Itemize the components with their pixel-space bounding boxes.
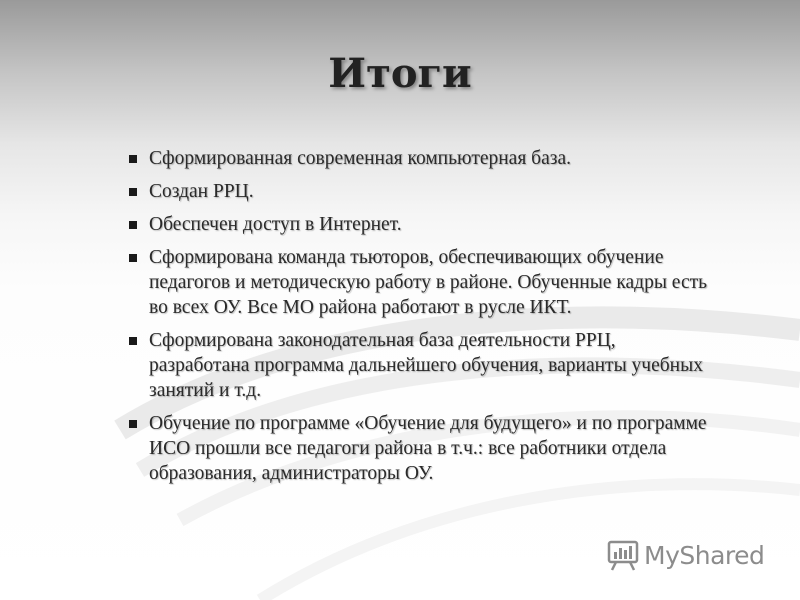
bullet-text: Создан РРЦ. (149, 181, 254, 202)
square-bullet-icon (129, 221, 137, 229)
bullet-text: Обучение по программе «Обучение для будущего» и по программе ИСО прошли все педагоги района в т.ч.: все работники отдела образования, администраторы ОУ. (149, 413, 707, 484)
bullet-item (128, 212, 718, 237)
square-bullet-icon (129, 254, 137, 262)
square-bullet-icon (129, 337, 137, 345)
slide-title: Итоги (328, 50, 472, 97)
square-bullet-icon (129, 155, 137, 163)
bullet-item (128, 328, 718, 403)
square-bullet-icon (129, 188, 137, 196)
square-bullet-icon (129, 420, 137, 428)
bullet-item (128, 411, 718, 486)
myshared-logo-icon (606, 538, 640, 572)
bullet-text: Сформирована законодательная база деятельности РРЦ, разработана программа дальнейшего обучения, варианты учебных занятий и т.д. (149, 330, 703, 401)
watermark-text: MyShared (644, 540, 765, 570)
bullet-item (128, 179, 718, 204)
bullet-item (128, 146, 718, 171)
bullet-text: Сформированная современная компьютерная база. (149, 148, 571, 169)
bullet-list (128, 146, 718, 494)
bullet-item (128, 245, 718, 320)
myshared-watermark[interactable] (606, 535, 764, 575)
bullet-text: Сформирована команда тьюторов, обеспечивающих обучение педагогов и методическую работу в районе. Обученные кадры есть во всех ОУ. Все МО района работают в русле ИКТ. (149, 247, 708, 318)
bullet-text: Обеспечен доступ в Интернет. (149, 214, 402, 235)
